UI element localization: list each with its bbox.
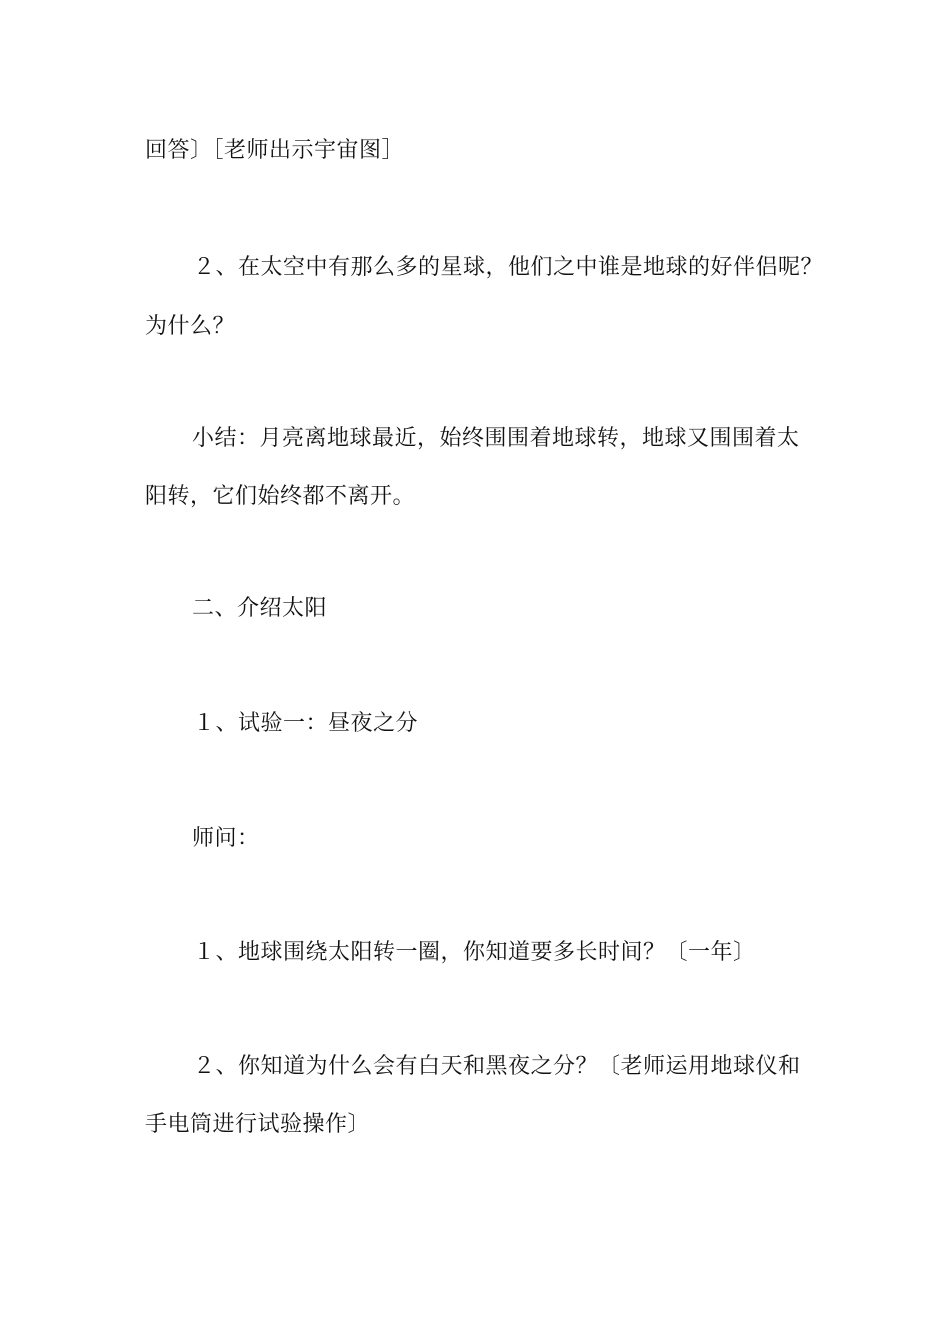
paragraph-line: ２、你知道为什么会有白天和黑夜之分？〔老师运用地球仪和 bbox=[193, 1054, 801, 1079]
paragraph-line: 手电筒进行试验操作〕 bbox=[145, 1112, 371, 1137]
subsection-heading: １、试验一：昼夜之分 bbox=[193, 711, 419, 736]
paragraph-line: 小结：月亮离地球最近，始终围围着地球转，地球又围围着太 bbox=[192, 426, 800, 451]
paragraph-line: 师问： bbox=[192, 826, 260, 851]
paragraph-line: １、地球围绕太阳转一圈，你知道要多长时间？〔一年〕 bbox=[193, 940, 756, 965]
paragraph-line: 为什么？ bbox=[145, 314, 236, 339]
paragraph-line: ２、在太空中有那么多的星球，他们之中谁是地球的好伴侣呢？ bbox=[193, 255, 824, 280]
section-heading: 二、介绍太阳 bbox=[192, 596, 328, 621]
paragraph-line: 回答〕［老师出示宇宙图］ bbox=[145, 138, 405, 163]
paragraph-line: 阳转，它们始终都不离开。 bbox=[145, 484, 416, 509]
